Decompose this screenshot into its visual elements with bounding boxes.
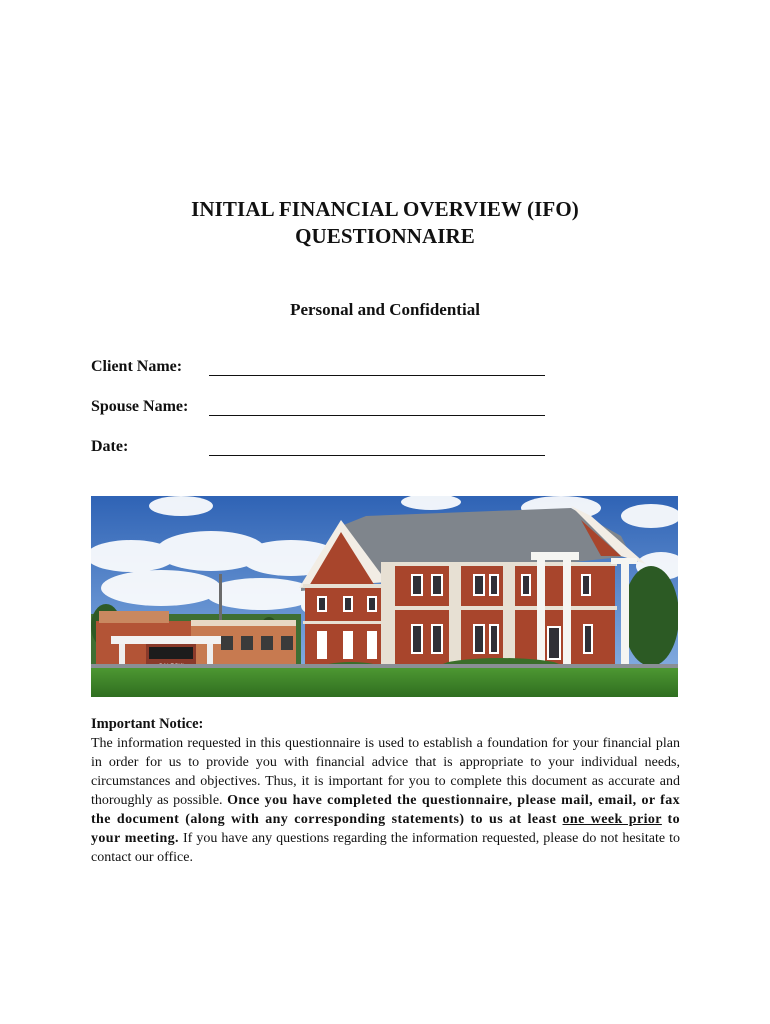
title-line-2: QUESTIONNAIRE (295, 224, 475, 248)
date-label: Date: (91, 438, 129, 455)
spouse-name-label: Spouse Name: (91, 398, 189, 415)
document-subtitle: Personal and Confidential (290, 300, 480, 319)
notice-bold-part-1: Once you have completed the questionnaire, please mail, email, or fax the document (along with any corresponding statements) to us at least (91, 793, 681, 827)
date-line[interactable] (209, 455, 545, 456)
notice-text-part-1: The information requested in this questionnaire is used to establish a foundation for your financial plan in order for us to provide you with financial advice that is appropriate to your individual needs, circumstances and objectives. Thus, it is important for you to complete this document as accurate and thoroughly as possible. (91, 736, 680, 808)
client-name-field[interactable] (91, 358, 551, 380)
client-name-line[interactable] (209, 375, 545, 376)
title-line-1: INITIAL FINANCIAL OVERVIEW (IFO) (191, 197, 579, 221)
spouse-name-line[interactable] (209, 415, 545, 416)
document-title (0, 196, 770, 250)
client-name-label: Client Name: (91, 358, 183, 375)
notice-heading: Important Notice: (91, 716, 204, 732)
important-notice (91, 715, 680, 867)
notice-bold-part-2: to your meeting. (91, 812, 681, 846)
spouse-name-field[interactable] (91, 398, 551, 420)
office-building-photo (91, 496, 678, 697)
notice-text-part-2: If you have any questions regarding the information requested, please do not hesitate to contact our office. (91, 831, 681, 865)
office-building-illustration (91, 496, 678, 697)
notice-body (91, 734, 680, 867)
notice-underlined: one week prior (562, 812, 662, 827)
date-field[interactable] (91, 438, 551, 460)
